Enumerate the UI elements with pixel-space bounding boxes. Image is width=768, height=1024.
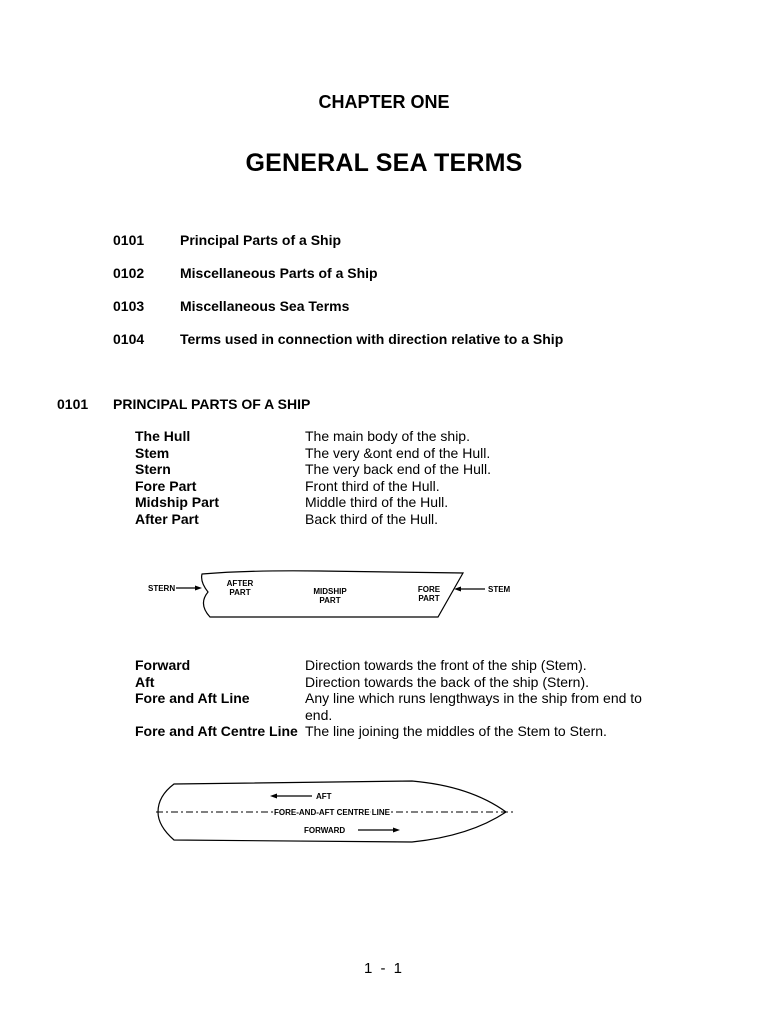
label-midship: MIDSHIP [313, 587, 347, 596]
definition-row [135, 674, 655, 691]
aft-arrowhead-icon [270, 794, 277, 799]
definition-term: Fore and Aft Centre Line [135, 723, 298, 739]
toc-number: 0104 [113, 331, 145, 347]
definition-row [135, 511, 655, 528]
definition-term: Aft [135, 673, 155, 690]
definition-text: Direction towards the back of the ship (Stern). [305, 673, 590, 690]
label-aft: AFT [316, 792, 332, 801]
toc-number: 0103 [113, 298, 145, 314]
label-after: AFTER [226, 579, 254, 588]
label-midship-part: PART [319, 596, 341, 605]
label-fore-part: PART [418, 594, 440, 603]
ship-profile-diagram [140, 566, 520, 626]
definition-row [135, 657, 655, 674]
definition-row [135, 445, 655, 462]
definition-text: Any line which runs lengthways in the ship from end to end. [305, 690, 642, 723]
definition-term: After Part [135, 510, 199, 527]
toc-entry [113, 298, 673, 331]
toc-label: Miscellaneous Parts of a Ship [180, 265, 378, 281]
definition-text: The line joining the middles of the Stem to Stern. [305, 723, 607, 739]
definition-term: Fore and Aft Line [135, 690, 250, 706]
definition-term: Fore Part [135, 477, 197, 494]
definition-term: Midship Part [135, 494, 220, 510]
toc-entry [113, 232, 673, 265]
page-title: GENERAL SEA TERMS [245, 149, 523, 177]
toc-label: Principal Parts of a Ship [180, 232, 342, 248]
definition-text: Back third of the Hull. [305, 510, 439, 527]
definition-text: The very back end of the Hull. [305, 461, 491, 477]
definition-text: The main body of the ship. [305, 428, 470, 444]
label-forward: FORWARD [304, 826, 346, 835]
chapter-heading: CHAPTER ONE [318, 92, 450, 112]
toc-number: 0102 [113, 265, 145, 281]
label-stern: STERN [148, 584, 176, 593]
toc-number: 0101 [113, 232, 145, 248]
section-number: 0101 [57, 396, 89, 412]
definition-row [135, 723, 655, 740]
stern-arrowhead-icon [195, 586, 202, 591]
page-number: 1 - 1 [363, 960, 404, 977]
definition-list-directions [135, 657, 655, 740]
definition-row [135, 494, 655, 511]
label-after-part: PART [229, 588, 251, 597]
toc-label: Miscellaneous Sea Terms [180, 298, 350, 314]
definition-row [135, 690, 655, 723]
label-stem: STEM [488, 585, 511, 594]
definition-text: Middle third of the Hull. [305, 494, 449, 510]
definition-text: Direction towards the front of the ship (Stem). [305, 657, 587, 673]
definition-term: The Hull [135, 428, 191, 444]
ship-plan-diagram [150, 776, 520, 846]
definition-text: The very &ont end of the Hull. [305, 444, 491, 461]
toc-label: Terms used in connection with direction relative to a Ship [180, 331, 564, 347]
section-title: PRINCIPAL PARTS OF A SHIP [113, 396, 311, 412]
toc-entry [113, 331, 673, 364]
label-centre-line: FORE-AND-AFT CENTRE LINE [274, 808, 390, 817]
definition-text: Front third of the Hull. [305, 477, 440, 494]
definition-row [135, 461, 655, 478]
definition-row [135, 428, 655, 445]
definition-row [135, 478, 655, 495]
definition-term: Stem [135, 444, 170, 461]
definition-term: Stern [135, 461, 171, 477]
table-of-contents [113, 232, 673, 364]
forward-arrowhead-icon [393, 828, 400, 833]
label-fore: FORE [417, 585, 441, 594]
toc-entry [113, 265, 673, 298]
definition-term: Forward [135, 657, 191, 673]
definition-list-parts [135, 428, 655, 527]
